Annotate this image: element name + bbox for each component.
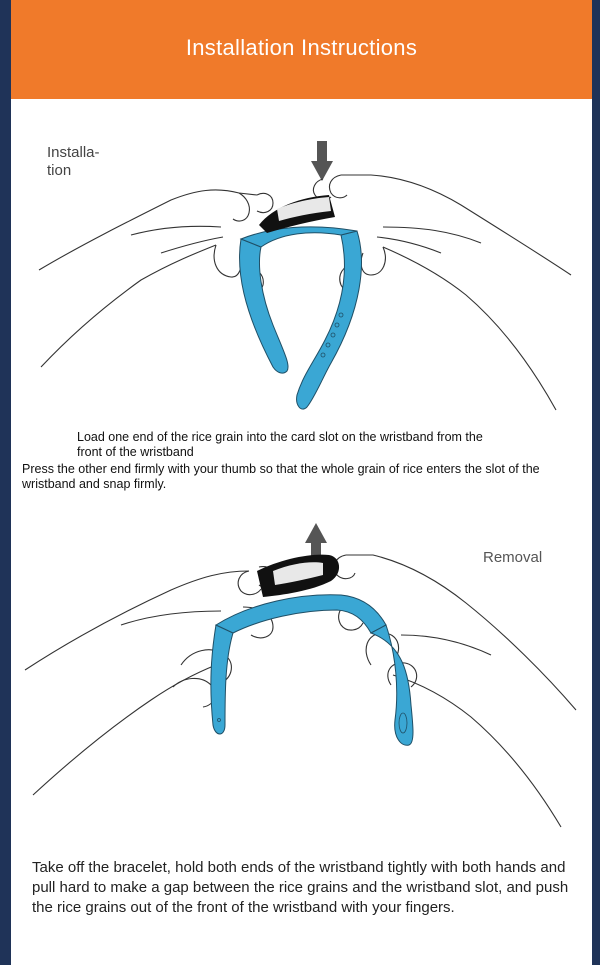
installation-caption-1-line2: front of the wristband: [77, 445, 194, 459]
removal-illustration: [11, 515, 592, 835]
installation-label-line1: Installa-: [47, 144, 100, 161]
page: [11, 0, 592, 965]
installation-caption-1-line1: Load one end of the rice grain into the card slot on the wristband from the: [77, 430, 483, 444]
installation-caption-2-line2: wristband and snap firmly.: [22, 477, 167, 491]
arrow-down-icon: [311, 141, 333, 181]
installation-illustration: [11, 135, 592, 425]
installation-caption-1: [77, 430, 547, 460]
installation-caption-2: [22, 462, 582, 492]
tracker-capsule-removal: [257, 555, 339, 597]
page-title: Installation Instructions: [185, 34, 418, 60]
installation-label-line2: tion: [47, 162, 72, 179]
removal-label: Removal: [483, 549, 543, 566]
header-banner: [11, 0, 592, 99]
removal-instructions: Take off the bracelet, hold both ends of the wristband tightly with both hands and pull hard to make a gap between the rice grains and the wristband slot, and push the rice grains out of the front of the wristband with your fingers.: [32, 859, 569, 916]
wristband-install: [240, 227, 362, 409]
installation-caption-2-line1: Press the other end firmly with your thumb so that the whole grain of rice enters the slot of the: [22, 462, 540, 476]
wristband-removal: [211, 595, 413, 746]
